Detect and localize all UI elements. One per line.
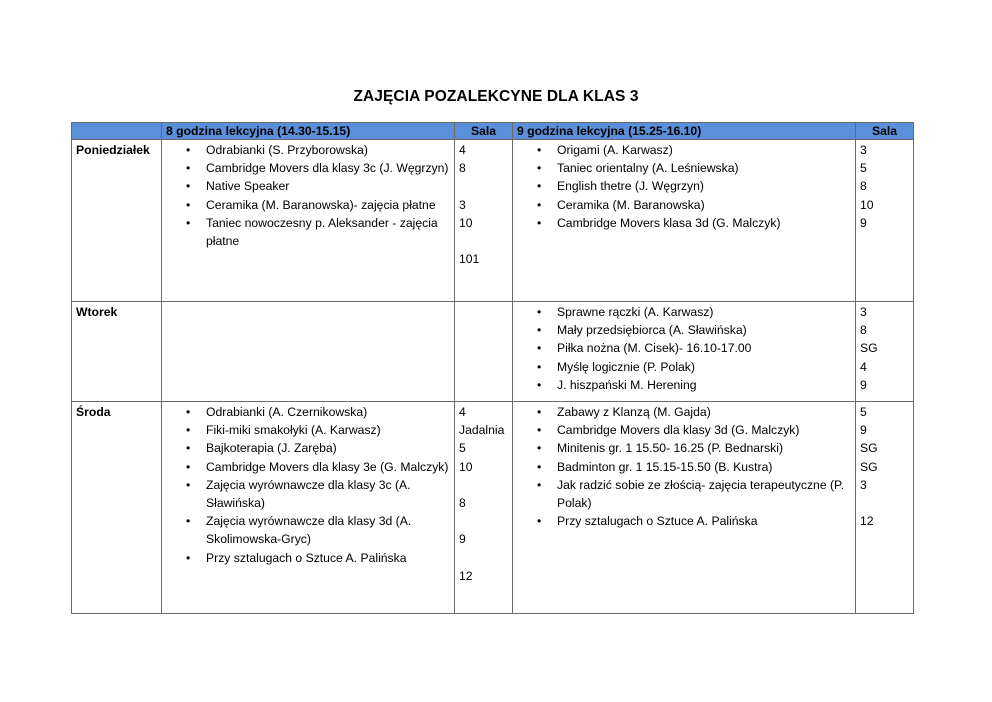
room-value: 8	[860, 323, 867, 338]
activity-item: • Fiki-miki smakołyki (A. Karwasz)	[166, 421, 450, 439]
room-spacer	[459, 476, 508, 494]
header-corner-cell	[72, 123, 162, 140]
room-value: 9	[860, 215, 867, 230]
room-spacer	[459, 512, 508, 530]
header-hour9: 9 godzina lekcyjna (15.25-16.10)	[513, 123, 856, 140]
hour8-rooms	[455, 140, 513, 302]
activity-item: • Sprawne rączki (A. Karwasz)	[517, 303, 851, 321]
room-value: Jadalnia	[459, 423, 505, 438]
room-value: 5	[459, 441, 466, 456]
table-header-row	[72, 123, 914, 140]
room-value: 8	[459, 496, 466, 510]
room-value: 3	[860, 305, 867, 319]
activity-item: • J. hiszpański M. Herening	[517, 376, 851, 394]
header-sala9: Sala	[856, 123, 914, 140]
activity-item: • Zabawy z Klanzą (M. Gajda)	[517, 403, 851, 421]
room-value: 9	[860, 423, 867, 438]
day-label: Środa	[72, 402, 162, 614]
hour8-activities	[162, 302, 455, 402]
room-value: 12	[459, 568, 473, 583]
activity-item: • Przy sztalugach o Sztuce A. Palińska	[166, 549, 450, 567]
room-value: 5	[860, 405, 867, 419]
room-value: 10	[459, 459, 473, 474]
activity-item: • Odrabianki (S. Przyborowska)	[166, 141, 450, 159]
activity-item: • Cambridge Movers dla klasy 3e (G. Malczyk)	[166, 458, 450, 476]
activity-item: • Minitenis gr. 1 15.50- 16.25 (P. Bednarski)	[517, 439, 851, 457]
room-value: 12	[860, 514, 874, 529]
room-spacer	[860, 494, 909, 512]
table-row	[72, 402, 914, 614]
room-value: 9	[459, 532, 466, 547]
header-sala8: Sala	[455, 123, 513, 140]
hour8-rooms	[455, 402, 513, 614]
room-spacer	[459, 232, 508, 250]
room-value: 10	[860, 197, 874, 212]
hour9-rooms	[856, 140, 914, 302]
activity-item: • Piłka nożna (M. Cisek)- 16.10-17.00	[517, 339, 851, 357]
activity-item: • Taniec orientalny (A. Leśniewska)	[517, 159, 851, 177]
activity-item: • Przy sztalugach o Sztuce A. Palińska	[517, 512, 851, 530]
room-spacer	[459, 549, 508, 567]
activity-item: • Zajęcia wyrównawcze dla klasy 3c (A. Sławińska)	[166, 476, 450, 512]
activity-item: • Taniec nowoczesny p. Aleksander - zajęcia płatne	[166, 214, 450, 250]
day-label: Wtorek	[72, 302, 162, 402]
room-value: SG	[860, 441, 878, 456]
hour9-activities	[513, 302, 856, 402]
header-hour8: 8 godzina lekcyjna (14.30-15.15)	[162, 123, 455, 140]
room-value: 4	[459, 405, 466, 419]
activity-item: • Ceramika (M. Baranowska)- zajęcia płatne	[166, 196, 450, 214]
room-value: 8	[860, 179, 867, 194]
hour8-activities	[162, 140, 455, 302]
day-label: Poniedziałek	[72, 140, 162, 302]
room-value: SG	[860, 459, 878, 474]
hour8-activities	[162, 402, 455, 614]
schedule-table	[71, 122, 914, 614]
activity-item: • Cambridge Movers dla klasy 3d (G. Malczyk)	[517, 421, 851, 439]
hour9-activities	[513, 402, 856, 614]
hour8-rooms	[455, 302, 513, 402]
activity-item: • Cambridge Movers klasa 3d (G. Malczyk)	[517, 214, 851, 232]
room-value: SG	[860, 341, 878, 356]
room-value: 3	[860, 143, 867, 157]
activity-item: • Badminton gr. 1 15.15-15.50 (B. Kustra)	[517, 458, 851, 476]
room-value: 9	[860, 377, 867, 392]
room-spacer	[459, 177, 508, 195]
room-value: 101	[459, 252, 480, 267]
room-value: 3	[459, 197, 466, 212]
activity-item: • Native Speaker	[166, 177, 450, 195]
hour9-rooms	[856, 302, 914, 402]
table-row	[72, 302, 914, 402]
hour9-rooms	[856, 402, 914, 614]
activity-item: • Zajęcia wyrównawcze dla klasy 3d (A. Skolimowska-Gryc)	[166, 512, 450, 548]
hour9-activities	[513, 140, 856, 302]
activity-item: • Myślę logicznie (P. Polak)	[517, 358, 851, 376]
activity-item: • English thetre (J. Węgrzyn)	[517, 177, 851, 195]
activity-item: • Odrabianki (A. Czernikowska)	[166, 403, 450, 421]
activity-item: • Cambridge Movers dla klasy 3c (J. Węgrzyn)	[166, 159, 450, 177]
activity-item: • Ceramika (M. Baranowska)	[517, 196, 851, 214]
room-value: 4	[860, 359, 867, 374]
room-value: 3	[860, 477, 867, 492]
room-value: 5	[860, 161, 867, 176]
activity-item: • Jak radzić sobie ze złością- zajęcia terapeutyczne (P. Polak)	[517, 476, 851, 512]
room-value: 8	[459, 161, 466, 176]
activity-item: • Origami (A. Karwasz)	[517, 141, 851, 159]
page-title: ZAJĘCIA POZALEKCYNE DLA KLAS 3	[353, 88, 639, 105]
room-value: 4	[459, 143, 466, 157]
table-row	[72, 140, 914, 302]
room-value: 10	[459, 215, 473, 230]
activity-item: • Mały przedsiębiorca (A. Sławińska)	[517, 321, 851, 339]
activity-item: • Bajkoterapia (J. Zaręba)	[166, 439, 450, 457]
